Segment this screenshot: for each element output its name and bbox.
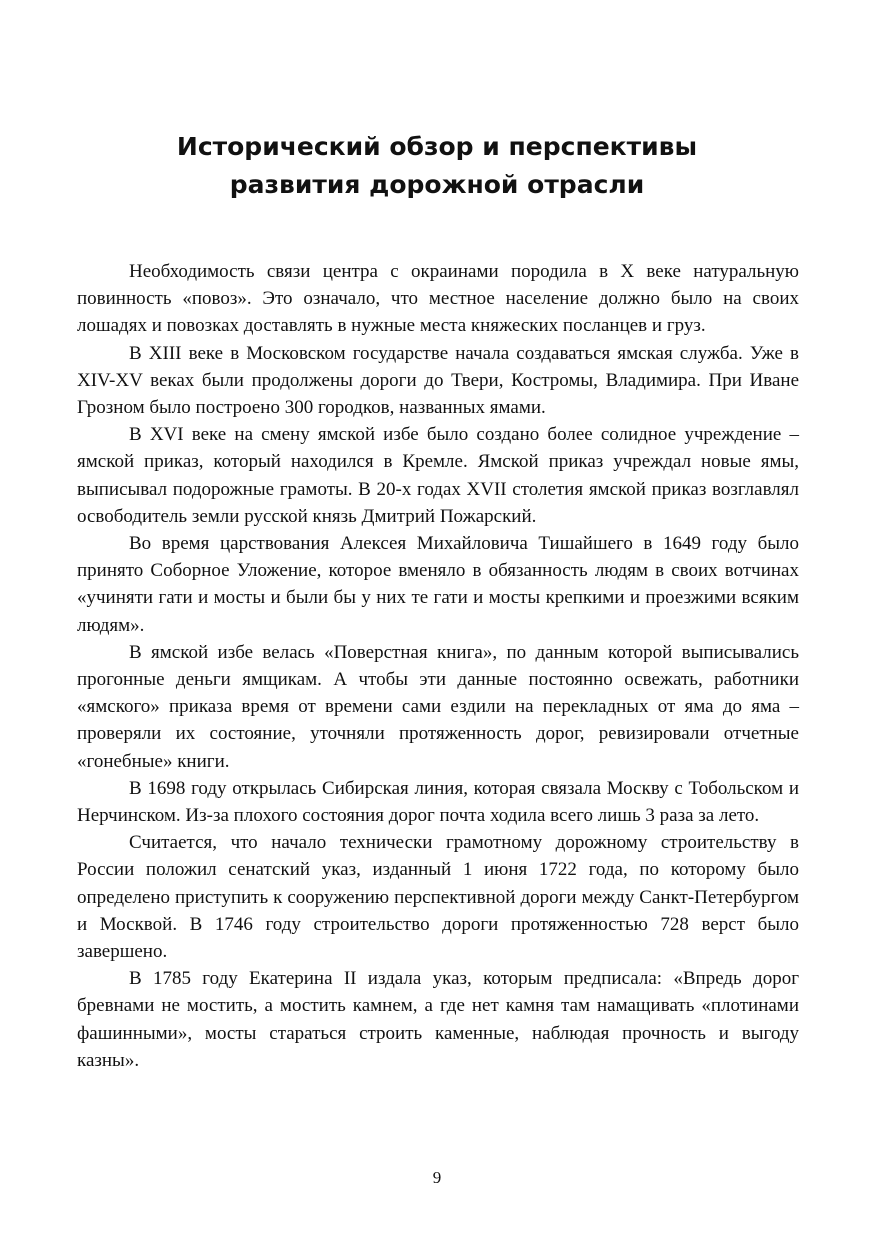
paragraph-poverstnaya-kniga: В ямской избе велась «Поверстная книга», по данным которой выписывались прогонные деньги ямщикам. А чтобы эти данные постоянно освежать, работники «ямского» приказа время от времени сами ездили на перекладных от яма до яма – проверяли их состояние, уточняли протяженность дорог, ревизировали отчетные «гонебные» книги. <box>77 641 799 772</box>
paragraph-senatskiy-ukaz: Считается, что начало технически грамотному дорожному строительству в России положил сенатский указ, изданный 1 июня 1722 года, по которому было определено приступить к сооружению перспективной дороги между Санкт-Петербургом и Москвой. В 1746 году строительство дороги протяженностью 728 верст было завершено. <box>77 832 799 963</box>
page-title-line-2: развития дорожной отрасли <box>229 170 645 199</box>
page-title <box>0 128 874 204</box>
page-number: 9 <box>432 1168 442 1187</box>
paragraph-yamskaya-sluzhba: В XIII веке в Московском государстве начала создаваться ямская служба. Уже в XIV-XV веках были продолжены дороги до Твери, Костромы, Владимира. При Иване Грозном было построено 300 городков, названных ямами. <box>77 342 799 419</box>
paragraph-sobornoe-ulozhenie: Во время царствования Алексея Михайловича Тишайшего в 1649 году было принято Соборное Уложение, которое вменяло в обязанность людям в своих вотчинах «учиняти гати и мосты и были бы у них те гати и мосты крепкими и проезжими всяким людям». <box>77 533 799 636</box>
page-title-line-1: Исторический обзор и перспективы <box>176 132 698 161</box>
paragraph-sibirskaya-liniya: В 1698 году открылась Сибирская линия, которая связала Москву с Тобольском и Нерчинском. Из-за плохого состояния дорог почта ходила всего лишь 3 раза за лето. <box>77 777 799 827</box>
body-text <box>77 258 799 1074</box>
paragraph-ekaterina-ukaz: В 1785 году Екатерина II издала указ, которым предписала: «Впредь дорог бревнами не мостить, а мостить камнем, а где нет камня там намащивать «плотинами фашинными», мосты стараться строить каменные, наблюдая прочность и выгоду казны». <box>77 968 799 1071</box>
paragraph-yamskoy-prikaz: В XVI веке на смену ямской избе было создано более солидное учреждение – ямской приказ, который находился в Кремле. Ямской приказ учреждал новые ямы, выписывал подорожные грамоты. В 20-х годах XVII столетия ямской приказ возглавлял освободитель земли русской князь Дмитрий Пожарский. <box>77 424 799 527</box>
paragraph-povoz: Необходимость связи центра с окраинами породила в X веке натуральную повинность «повоз». Это означало, что местное население должно было на своих лошадях и повозках доставлять в нужные места княжеских посланцев и груз. <box>77 261 799 337</box>
